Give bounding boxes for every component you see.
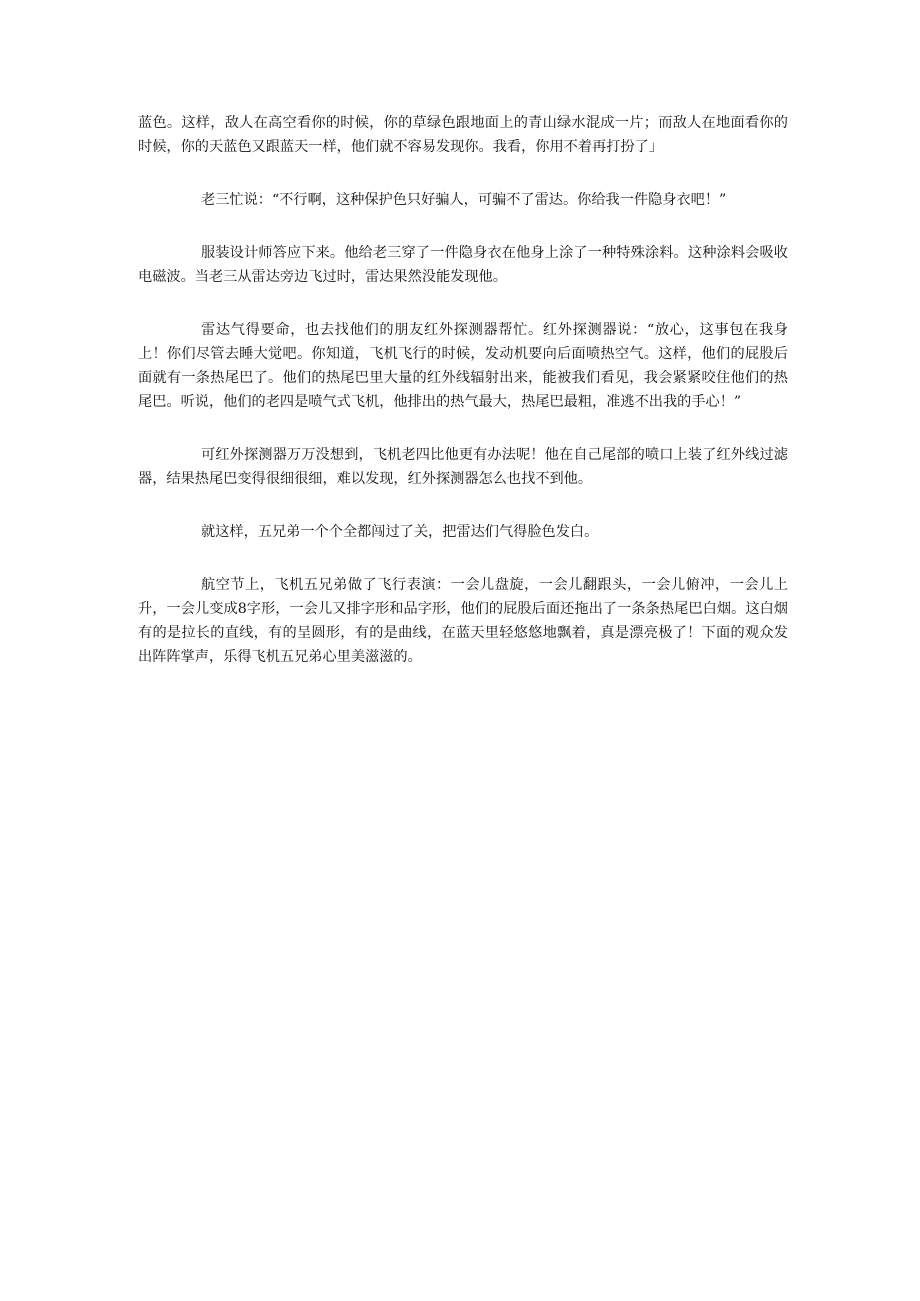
document-body (138, 111, 788, 669)
paragraph-4: 雷达气得要命，也去找他们的朋友红外探测器帮忙。红外探测器说：“放心，这事包在我身上！你们尽管去睡大觉吧。你知道，飞机飞行的时候，发动机要向后面喷热空气。这样，他们的屁股后面就有一条热尾巴了。他们的热尾巴里大量的红外线辐射出来，能被我们看见，我会紧紧咬住他们的热尾巴。听说，他们的老四是喷气式飞机，他排出的热气最大，热尾巴最粗，准逃不出我的手心！” (138, 322, 788, 410)
paragraph-3: 服装设计师答应下来。他给老三穿了一件隐身衣在他身上涂了一种特殊涂料。这种涂料会吸收电磁波。当老三从雷达旁边飞过时，雷达果然没能发现他。 (138, 245, 788, 285)
paragraph-1: 蓝色。这样，敌人在高空看你的时候，你的草绿色跟地面上的青山绿水混成一片；而敌人在地面看你的时候，你的天蓝色又跟蓝天一样，他们就不容易发现你。我看，你用不着再打扮了」 (138, 115, 788, 155)
paragraph-5: 可红外探测器万万没想到，飞机老四比他更有办法呢！他在自己尾部的喷口上装了红外线过滤器，结果热尾巴变得很细很细，难以发现，红外探测器怎么也找不到他。 (138, 447, 788, 487)
paragraph-6: 就这样，五兄弟一个个全都闯过了关，把雷达们气得脸色发白。 (201, 524, 599, 540)
paragraph-7: 航空节上，飞机五兄弟做了飞行表演：一会儿盘旋，一会儿翻跟头，一会儿俯冲，一会儿上升，一会儿变成8字形，一会儿又排字形和品字形，他们的屁股后面还拖出了一条条热尾巴白烟。这白烟有的是拉长的直线，有的呈圆形，有的是曲线，在蓝天里轻悠悠地飘着，真是漂亮极了！下面的观众发出阵阵掌声，乐得飞机五兄弟心里美滋滋的。 (138, 577, 788, 665)
paragraph-2: 老三忙说：“不行啊，这种保护色只好骗人，可骗不了雷达。你给我一件隐身衣吧！” (201, 192, 727, 208)
